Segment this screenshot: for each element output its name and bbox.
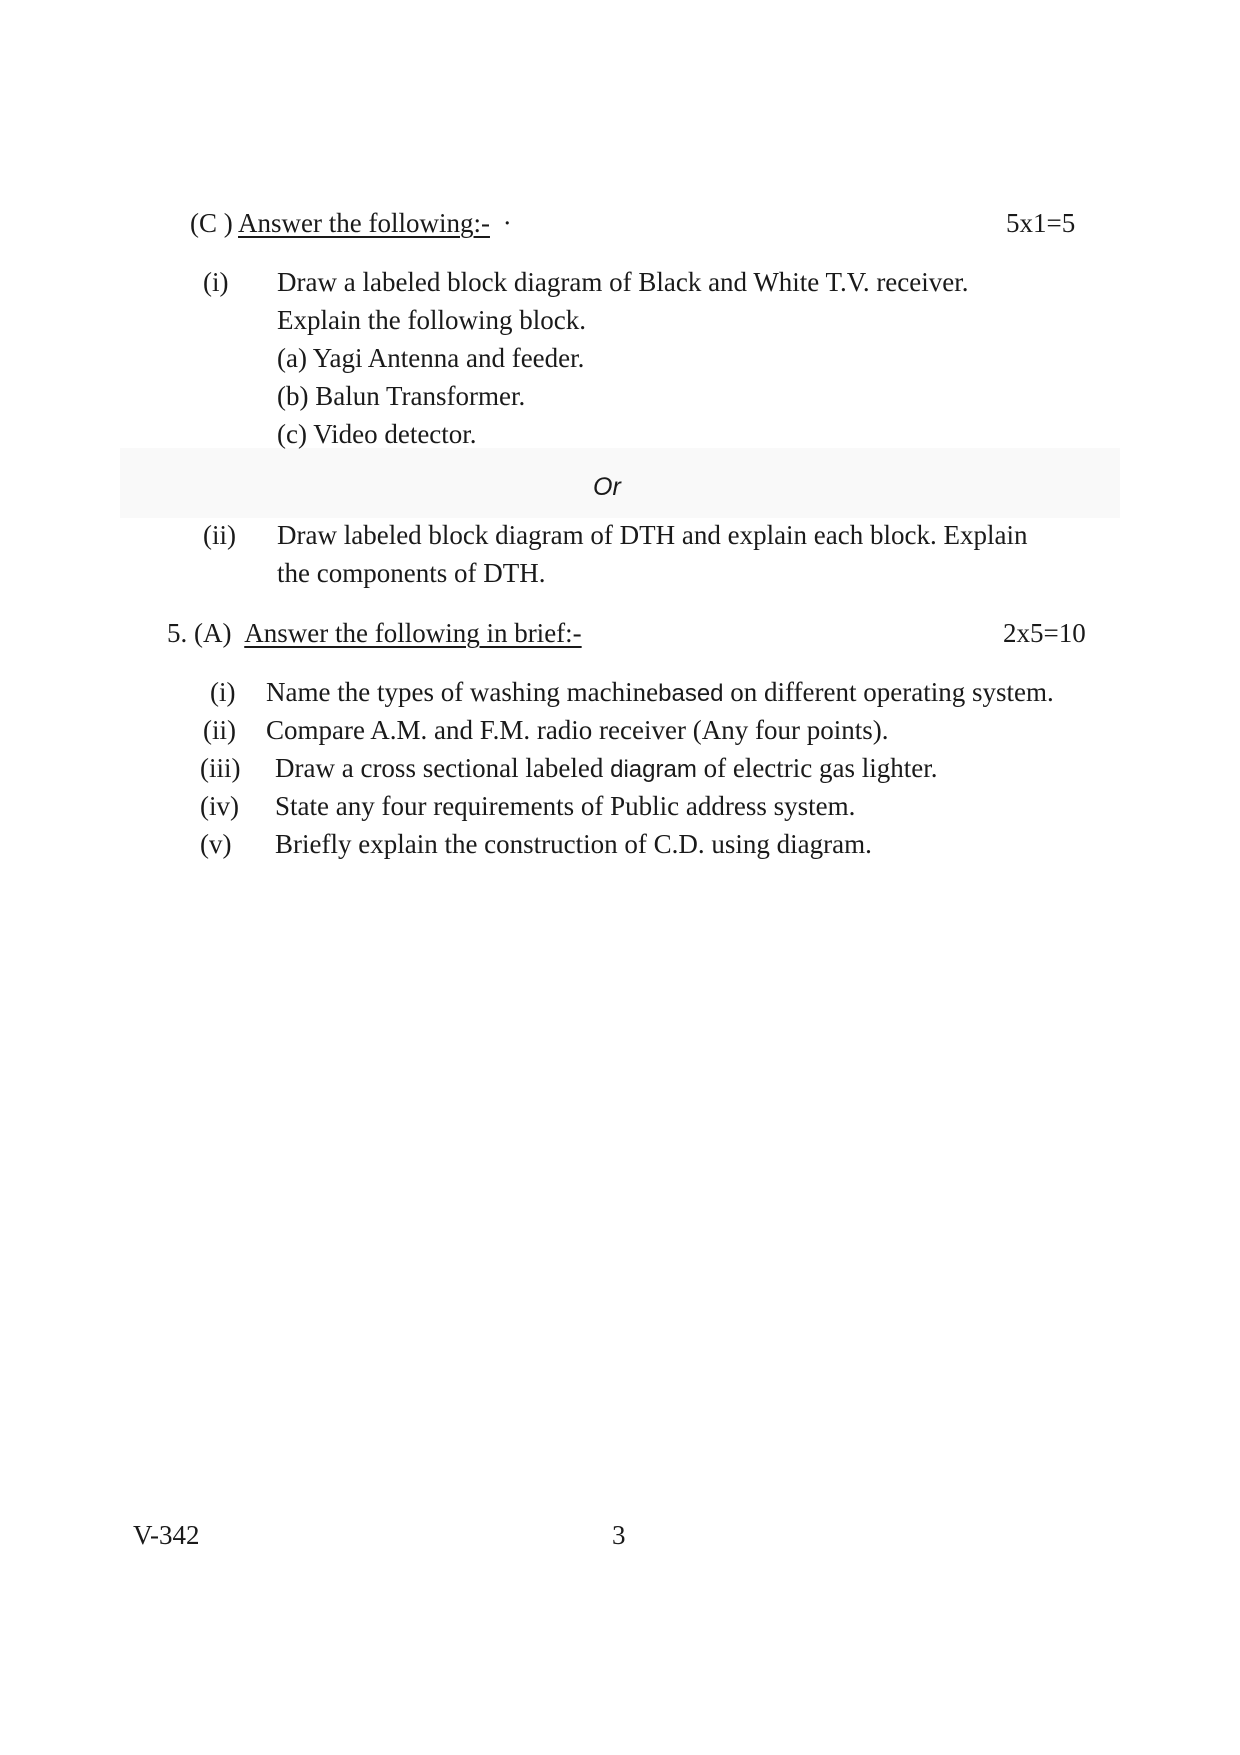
question-number: (i) xyxy=(203,267,229,297)
question-text: the components of DTH. xyxy=(277,558,546,588)
section-5a-header xyxy=(167,616,582,650)
section-c-marks: 5x1=5 xyxy=(1006,208,1076,238)
question-text: Draw a labeled block diagram of Black and White T.V. receiver. xyxy=(277,267,969,297)
section-c-label: (C ) xyxy=(190,208,233,238)
question-number: (ii) xyxy=(203,520,236,550)
sub-question: (c) Video detector. xyxy=(277,419,477,449)
question-text-part: on different operating system. xyxy=(723,677,1054,707)
sub-question: (b) Balun Transformer. xyxy=(277,381,526,411)
question-text-part: Name the types of washing machine xyxy=(266,677,659,707)
section-5a-title: Answer the following in brief:- xyxy=(244,618,582,648)
question-number: (ii) xyxy=(203,715,236,745)
question-text xyxy=(275,751,938,787)
paper-code: V-342 xyxy=(133,1520,200,1550)
question-text: Briefly explain the construction of C.D. using diagram. xyxy=(275,829,872,859)
section-c-dot: · xyxy=(502,208,512,238)
question-text: Explain the following block. xyxy=(277,305,586,335)
section-c-title: Answer the following:- xyxy=(238,208,490,238)
question-text-part: of electric gas lighter. xyxy=(696,753,938,783)
section-5a-marks: 2x5=10 xyxy=(1003,618,1086,648)
sub-question: (a) Yagi Antenna and feeder. xyxy=(277,343,585,373)
page-number: 3 xyxy=(612,1520,626,1550)
question-text: Compare A.M. and F.M. radio receiver (Any four points). xyxy=(266,715,889,745)
question-number: (iii) xyxy=(200,753,241,783)
question-text-part: Draw a cross sectional labeled xyxy=(275,753,611,783)
question-number: (i) xyxy=(210,677,236,707)
question-text-part: diagram xyxy=(610,756,697,783)
section-5a-label: 5. (A) xyxy=(167,618,232,648)
question-number: (v) xyxy=(200,829,232,859)
question-text: Draw labeled block diagram of DTH and explain each block. Explain xyxy=(277,520,1028,550)
question-text xyxy=(266,675,1054,711)
question-number: (iv) xyxy=(200,791,239,821)
question-text: State any four requirements of Public address system. xyxy=(275,791,856,821)
section-c-header xyxy=(190,206,512,240)
or-separator: Or xyxy=(593,473,621,501)
question-text-part: based xyxy=(658,680,724,707)
